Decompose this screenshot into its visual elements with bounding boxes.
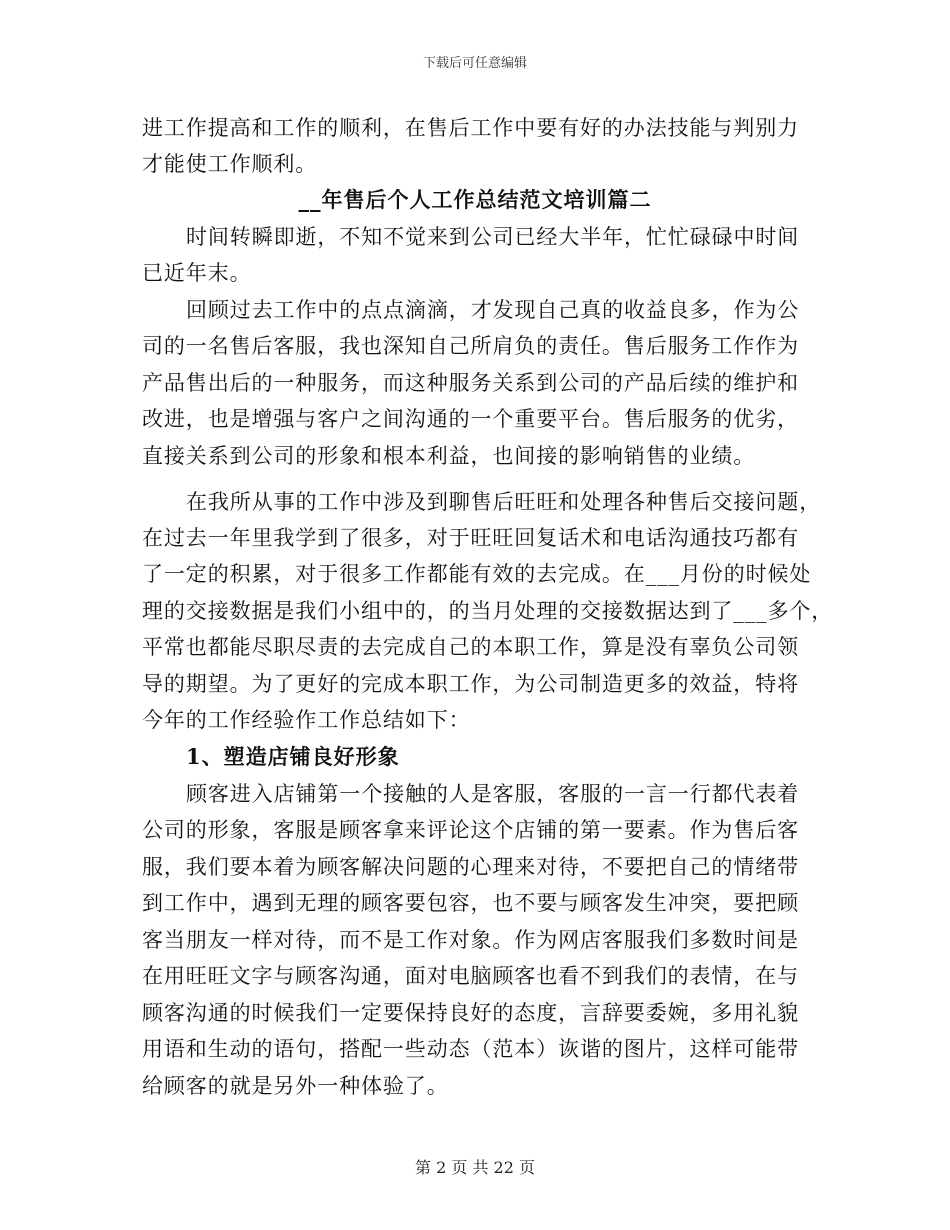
body-line: 才能使工作顺利。 <box>142 152 318 176</box>
body-line: 改进，也是增强与客户之间沟通的一个重要平台。售后服务的优劣， <box>142 407 799 431</box>
body-line: 在过去一年里我学到了很多，对于旺旺回复话术和电话沟通技巧都有 <box>142 526 799 550</box>
body-line: 产品售出后的一种服务，而这种服务关系到公司的产品后续的维护和 <box>142 371 799 395</box>
body-line: 直接关系到公司的形象和根本利益，也间接的影响销售的业绩。 <box>142 444 756 468</box>
body-line: 回顾过去工作中的点点滴滴，才发现自己真的收益良多，作为公 <box>186 298 800 322</box>
body-line: 时间转瞬即逝，不知不觉来到公司已经大半年，忙忙碌碌中时间 <box>186 225 800 249</box>
body-line: 公司的形象，客服是顾客拿来评论这个店铺的第一要素。作为售后客 <box>142 818 799 842</box>
body-line: 客当朋友一样对待，而不是工作对象。作为网店客服我们多数时间是 <box>142 928 799 952</box>
subheading: 1、塑造店铺良好形象 <box>186 744 400 769</box>
page-header: 下载后可任意编辑 <box>422 56 527 71</box>
body-line: 顾客沟通的时候我们一定要保持良好的态度，言辞要委婉，多用礼貌 <box>142 1001 799 1025</box>
body-line: 平常也都能尽职尽责的去完成自己的本职工作，算是没有辜负公司领 <box>142 635 799 659</box>
body-line: 用语和生动的语句，搭配一些动态（范本）诙谐的图片，这样可能带 <box>142 1037 799 1061</box>
body-line: 给顾客的就是另外一种体验了。 <box>142 1074 449 1098</box>
body-line: 导的期望。为了更好的完成本职工作，为公司制造更多的效益，特将 <box>142 672 799 696</box>
body-line: 顾客进入店铺第一个接触的人是客服，客服的一言一行都代表着 <box>186 782 800 806</box>
body-line: 进工作提高和工作的顺利，在售后工作中要有好的办法技能与判别力 <box>142 116 799 140</box>
body-line: 在我所从事的工作中涉及到聊售后旺旺和处理各种售后交接问题， <box>186 490 822 514</box>
page-footer: 第 2 页 共 22 页 <box>415 1158 535 1177</box>
body-line: 在用旺旺文字与顾客沟通，面对电脑顾客也看不到我们的表情，在与 <box>142 964 799 988</box>
body-line: 今年的工作经验作工作总结如下： <box>142 708 471 732</box>
body-line: 服，我们要本着为顾客解决问题的心理来对待，不要把自己的情绪带 <box>142 855 799 879</box>
body-line: 理的交接数据是我们小组中的，的当月处理的交接数据达到了___多个， <box>142 599 834 623</box>
body-line: 司的一名售后客服，我也深知自己所肩负的责任。售后服务工作作为 <box>142 334 799 358</box>
section-title: __年售后个人工作总结范文培训篇二 <box>298 187 652 212</box>
body-line: 了一定的积累，对于很多工作都能有效的去完成。在___月份的时候处 <box>142 562 812 586</box>
body-line: 已近年末。 <box>142 261 252 285</box>
body-line: 到工作中，遇到无理的顾客要包容，也不要与顾客发生冲突，要把顾 <box>142 891 799 915</box>
